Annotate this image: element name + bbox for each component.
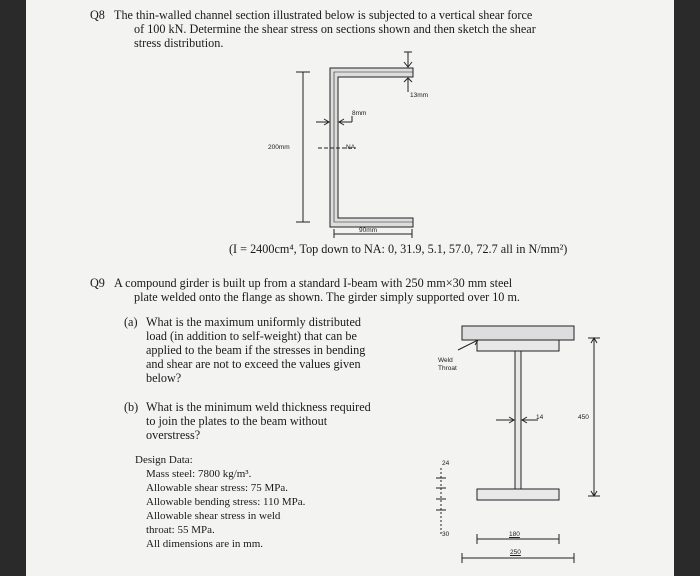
plate-width-250: 250: [510, 549, 521, 556]
height-label: 200mm: [268, 144, 290, 151]
design-line-5: throat: 55 MPa.: [146, 524, 215, 536]
web-thickness-14: 14: [536, 414, 544, 421]
q9-a-line-3: applied to the beam if the stresses in bending: [146, 343, 366, 357]
q9-line-2: plate welded onto the flange as shown. The girder simply supported over 10 m.: [134, 290, 520, 304]
neutral-axis-label: NA: [346, 144, 356, 151]
q8-number: Q8: [90, 8, 105, 22]
q8-line-3: stress distribution.: [134, 36, 224, 50]
design-line-1: Mass steel: 7800 kg/m³.: [146, 468, 252, 480]
design-line-4: Allowable shear stress in weld: [146, 510, 281, 522]
q9-part-b-label: (b): [124, 400, 139, 414]
design-line-6: All dimensions are in mm.: [146, 538, 264, 550]
design-data-title: Design Data:: [135, 454, 193, 466]
q9-a-line-4: and shear are not to exceed the values given: [146, 357, 361, 371]
weld-label-1: Weld: [438, 357, 453, 364]
q9-b-line-1: What is the minimum weld thickness required: [146, 400, 371, 414]
q8-answer: (I = 2400cm⁴, Top down to NA: 0, 31.9, 5.1, 57.0, 72.7 all in N/mm²): [229, 242, 568, 256]
flange-thickness-label: 13mm: [410, 92, 429, 99]
design-line-2: Allowable shear stress: 75 MPa.: [146, 482, 289, 494]
flange-24: 24: [442, 460, 450, 467]
design-line-3: Allowable bending stress: 110 MPa.: [146, 496, 306, 508]
flange-width-180: 180: [509, 531, 520, 538]
plate-30: 30: [442, 531, 450, 538]
q8-line-1: The thin-walled channel section illustrated below is subjected to a vertical shear force: [114, 8, 533, 22]
q9-b-line-2: to join the plates to the beam without: [146, 414, 328, 428]
depth-450: 450: [578, 414, 589, 421]
q9-a-line-1: What is the maximum uniformly distributed: [146, 315, 361, 329]
weld-label-2: Throat: [438, 365, 457, 372]
q9-line-1: A compound girder is built up from a standard I-beam with 250 mm×30 mm steel: [114, 276, 513, 290]
document-page: [26, 0, 674, 576]
q9-part-a-label: (a): [124, 315, 138, 329]
width-label: 90mm: [359, 227, 378, 234]
q9-b-line-3: overstress?: [146, 428, 201, 442]
web-thickness-label: 8mm: [352, 110, 367, 117]
q9-a-line-2: load (in addition to self-weight) that can be: [146, 329, 357, 343]
q9-a-line-5: below?: [146, 371, 182, 385]
compound-girder-figure: [26, 0, 674, 576]
q9-number: Q9: [90, 276, 105, 290]
q8-line-2: of 100 kN. Determine the shear stress on sections shown and then sketch the shear: [134, 22, 536, 36]
